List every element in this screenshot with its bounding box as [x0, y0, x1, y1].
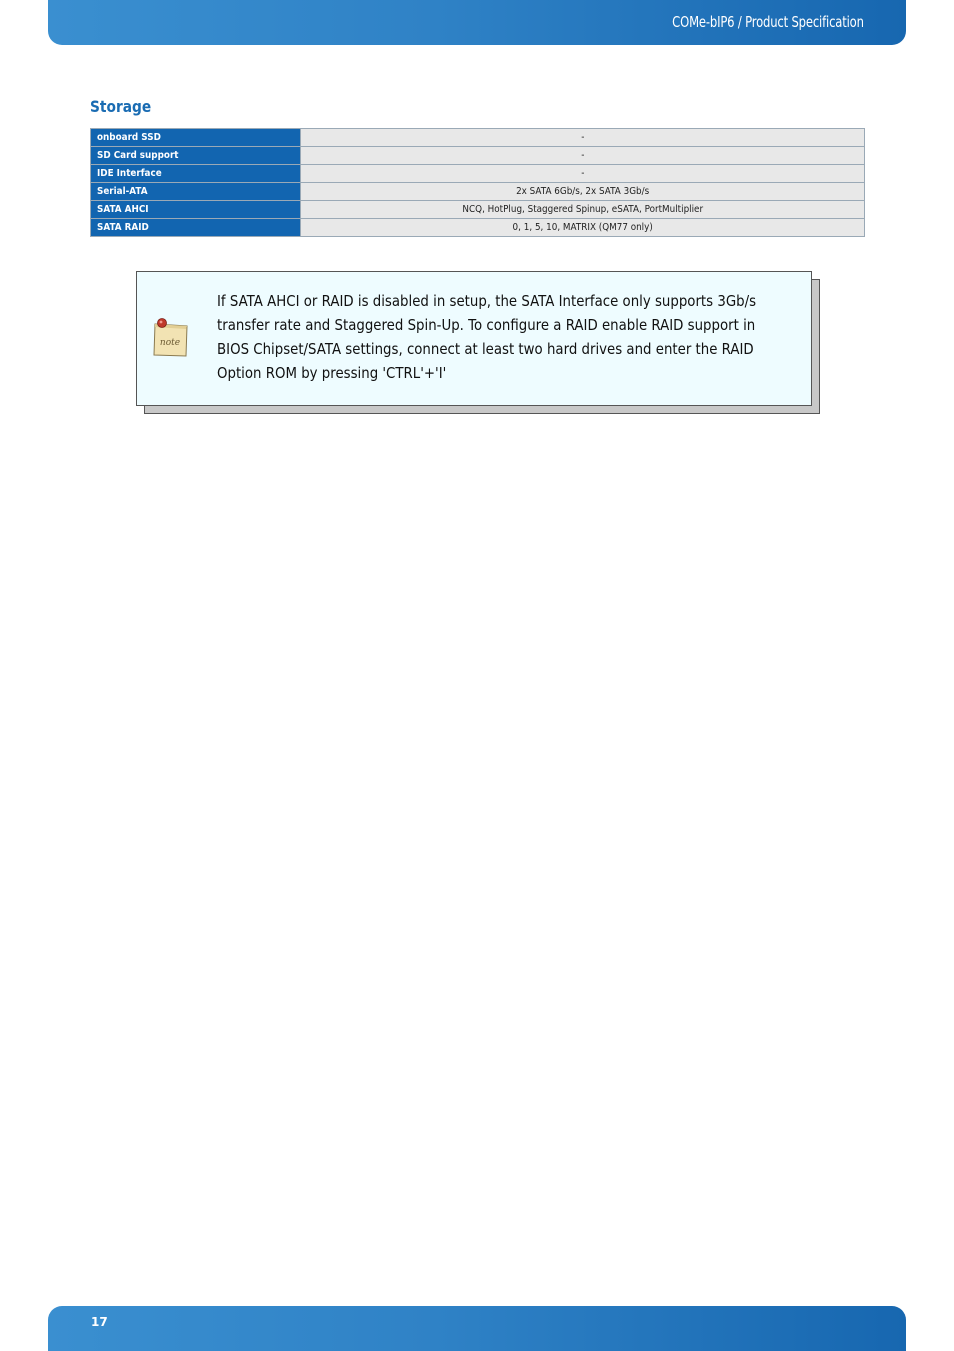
spec-value: NCQ, HotPlug, Staggered Spinup, eSATA, PortMultiplier: [301, 201, 865, 219]
spec-label: IDE Interface: [91, 165, 301, 183]
spec-label: onboard SSD: [91, 129, 301, 147]
note-icon: [151, 316, 191, 360]
spec-value: -: [301, 147, 865, 165]
svg-text:note: note: [159, 338, 181, 348]
section-heading-storage: Storage: [90, 97, 152, 116]
storage-spec-table: [90, 128, 865, 237]
spec-value: 2x SATA 6Gb/s, 2x SATA 3Gb/s: [301, 183, 865, 201]
table-row: [91, 183, 865, 201]
table-row: [91, 165, 865, 183]
page-footer: [48, 1306, 906, 1351]
spec-label: SD Card support: [91, 147, 301, 165]
table-row: [91, 129, 865, 147]
spec-value: -: [301, 129, 865, 147]
note-text: If SATA AHCI or RAID is disabled in setup, the SATA Interface only supports 3Gb/s transfer rate and Staggered Spin-Up. To configure a RAID enable RAID support in BIOS Chipset/SATA settings, connect at least two hard drives and enter the RAID Option ROM by pressing 'CTRL'+'I': [217, 292, 757, 382]
spec-label: Serial-ATA: [91, 183, 301, 201]
document-title: COMe-bIP6 / Product Specification: [672, 13, 864, 31]
note-callout: [136, 271, 812, 406]
page-number: 17: [91, 1315, 108, 1329]
spec-label: SATA RAID: [91, 219, 301, 237]
table-row: [91, 219, 865, 237]
spec-label: SATA AHCI: [91, 201, 301, 219]
page-header: [48, 0, 906, 45]
table-row: [91, 147, 865, 165]
table-row: [91, 201, 865, 219]
spec-value: 0, 1, 5, 10, MATRIX (QM77 only): [301, 219, 865, 237]
spec-value: -: [301, 165, 865, 183]
